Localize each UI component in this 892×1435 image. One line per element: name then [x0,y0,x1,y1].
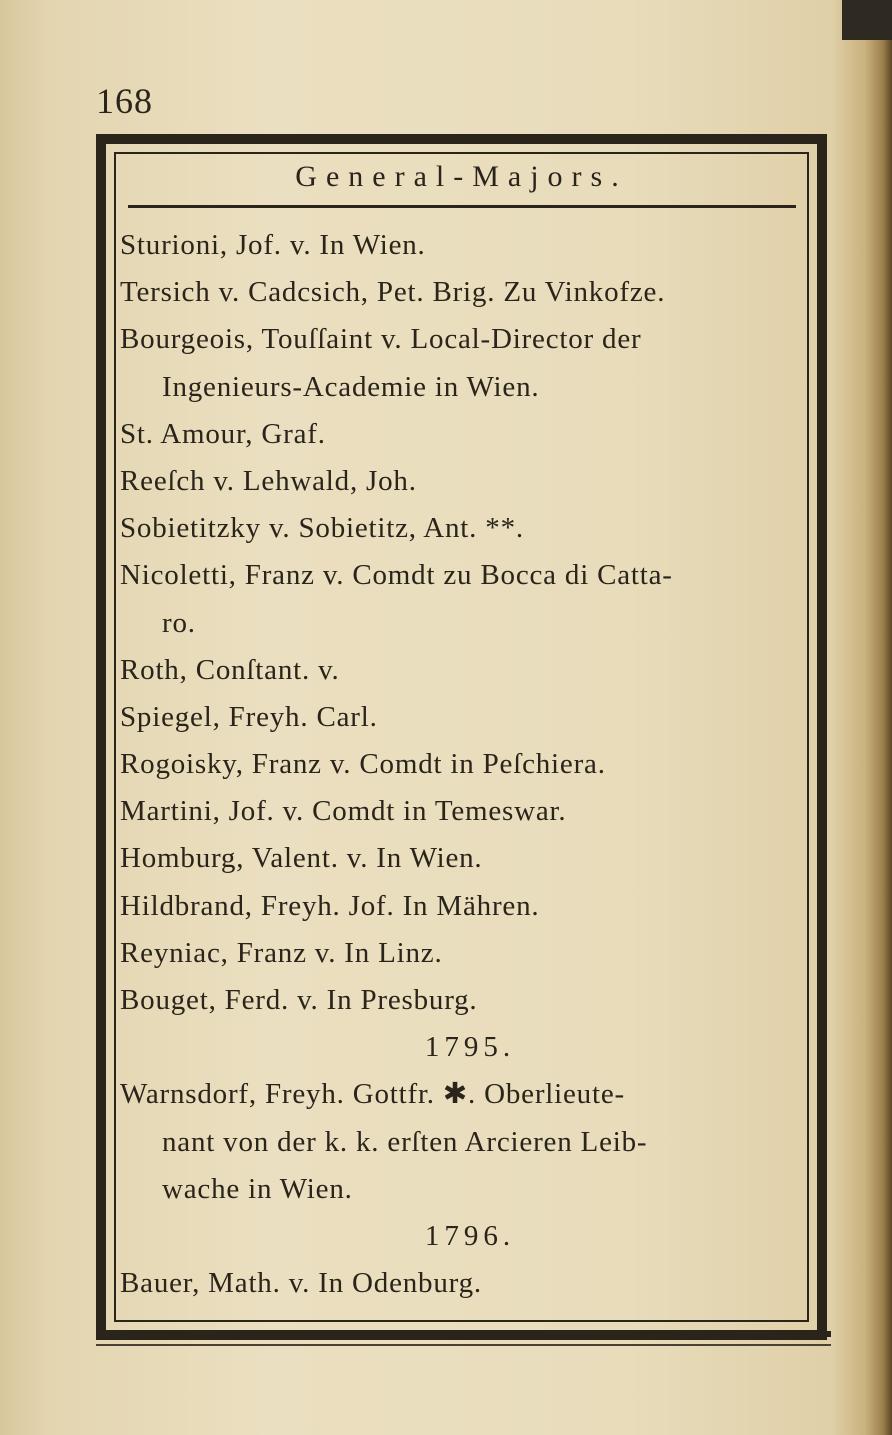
list-item: Homburg, Valent. v. In Wien. [120,842,483,875]
list-item: Roth, Conſtant. v. [120,653,340,686]
list-item: Tersich v. Cadcsich, Pet. Brig. Zu Vinkofze. [120,276,666,309]
list-item: Sobietitzky v. Sobietitz, Ant. **. [120,512,524,545]
year-heading: 1796. [424,1219,516,1252]
list-item: Spiegel, Freyh. Carl. [120,700,378,733]
list-item: Sturioni, Jof. v. In Wien. [120,229,426,261]
list-item: Rogoisky, Franz v. Comdt in Peſchiera. [120,748,606,781]
list-item: St. Amour, Graf. [120,417,326,450]
list-item-continuation: Ingenieurs-Academie in Wien. [162,370,540,403]
book-spine-shadow [832,0,892,1435]
list-item: Bauer, Math. v. In Odenburg. [120,1267,482,1300]
bottom-rule [96,1331,831,1337]
list-item: Reyniac, Franz v. In Linz. [120,936,443,969]
bottom-rule-thin [96,1344,831,1346]
roster-list [120,222,810,1307]
list-item-continuation: wache in Wien. [162,1172,353,1205]
list-item: Bouget, Ferd. v. In Presburg. [120,984,478,1016]
year-heading: 1795. [424,1031,516,1064]
list-item-continuation: nant von der k. k. erſten Arcieren Leib- [162,1125,648,1158]
list-item: Warnsdorf, Freyh. Gottfr. ✱. Oberlieute- [120,1078,625,1111]
corner-tab [842,0,892,40]
heading-divider [128,205,796,208]
list-item: Nicoletti, Franz v. Comdt zu Bocca di Catta- [120,559,673,592]
page-left-margin [0,0,46,1435]
list-item: Bourgeois, Touſſaint v. Local-Director der [120,323,642,356]
list-item-continuation: ro. [162,606,196,639]
section-heading: General-Majors. [295,160,628,193]
page-number: 168 [96,81,153,121]
list-item: Martini, Jof. v. Comdt in Temeswar. [120,795,567,828]
list-item: Reeſch v. Lehwald, Joh. [120,464,417,497]
list-item: Hildbrand, Freyh. Jof. In Mähren. [120,889,540,922]
